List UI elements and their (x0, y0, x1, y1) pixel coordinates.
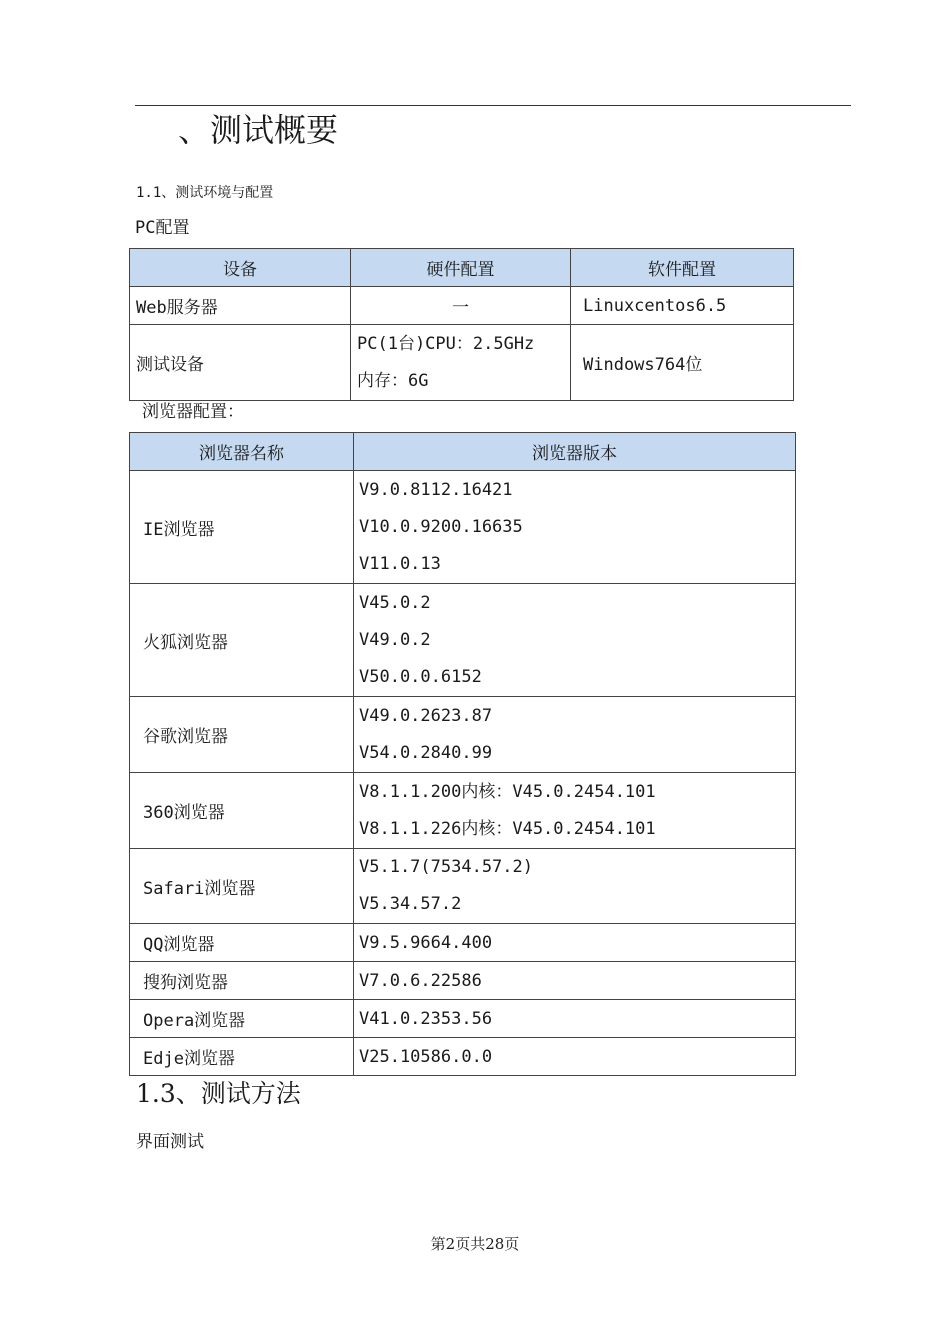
table-row (130, 584, 796, 697)
version-line: V54.0.2840.99 (359, 742, 493, 763)
version-line: V11.0.13 (359, 553, 441, 574)
pc-device-cell: 测试设备 (130, 325, 351, 401)
browser-table-header-row (130, 433, 796, 471)
pc-config-label: PC配置 (135, 218, 190, 238)
table-row (130, 697, 796, 773)
table-row (130, 1038, 796, 1076)
version-line: V5.1.7(7534.57.2) (359, 857, 533, 877)
browser-version-cell (354, 584, 796, 697)
pc-header-hardware: 硬件配置 (351, 249, 571, 287)
pc-table-header-row (130, 249, 794, 287)
browser-name-cell: 360浏览器 (130, 773, 354, 849)
browser-version-cell: V9.5.9664.400 (354, 924, 796, 962)
browser-version-cell (354, 849, 796, 924)
table-row (130, 471, 796, 584)
version-line: V8.1.1.226内核：V45.0.2454.101 (359, 818, 656, 839)
browser-version-cell (354, 471, 796, 584)
version-line: V9.0.8112.16421 (359, 479, 513, 500)
table-row (130, 287, 794, 325)
pc-header-software: 软件配置 (571, 249, 794, 287)
pc-header-device: 设备 (130, 249, 351, 287)
section-1-3-title: 1.3、测试方法 (136, 1079, 301, 1108)
table-row (130, 1000, 796, 1038)
pc-software-cell: Windows764位 (571, 325, 794, 401)
browser-name-cell: QQ浏览器 (130, 924, 354, 962)
hardware-line: PC(1台)CPU：2.5GHz (357, 333, 535, 354)
browser-header-version: 浏览器版本 (354, 433, 796, 471)
pc-device-cell: Web服务器 (130, 287, 351, 325)
browser-version-cell: V25.10586.0.0 (354, 1038, 796, 1076)
table-row (130, 924, 796, 962)
section-1-1-title: 1.1、测试环境与配置 (136, 185, 274, 201)
browser-version-cell (354, 773, 796, 849)
browser-name-cell: 火狐浏览器 (130, 584, 354, 697)
version-line: V5.34.57.2 (359, 894, 462, 914)
table-row (130, 849, 796, 924)
browser-name-cell: IE浏览器 (130, 471, 354, 584)
version-line: V49.0.2623.87 (359, 705, 493, 726)
browser-version-cell: V41.0.2353.56 (354, 1000, 796, 1038)
chapter-heading: 、测试概要 (178, 111, 339, 149)
method-text: 界面测试 (136, 1132, 204, 1152)
pc-hardware-cell: 一 (351, 287, 571, 325)
browser-name-cell: 谷歌浏览器 (130, 697, 354, 773)
table-row (130, 962, 796, 1000)
table-row (130, 773, 796, 849)
browser-name-cell: Opera浏览器 (130, 1000, 354, 1038)
version-line: V50.0.0.6152 (359, 666, 482, 687)
pc-config-table (129, 248, 794, 401)
browser-version-cell (354, 697, 796, 773)
pc-hardware-cell (351, 325, 571, 401)
header-rule (135, 105, 851, 106)
pc-software-cell: Linuxcentos6.5 (571, 287, 794, 325)
version-line: V10.0.9200.16635 (359, 516, 523, 537)
browser-config-label: 浏览器配置： (142, 402, 244, 422)
browser-name-cell: 搜狗浏览器 (130, 962, 354, 1000)
version-line: V8.1.1.200内核：V45.0.2454.101 (359, 781, 656, 802)
browser-header-name: 浏览器名称 (130, 433, 354, 471)
version-line: V45.0.2 (359, 592, 431, 613)
browser-name-cell: Safari浏览器 (130, 849, 354, 924)
page-footer: 第2页共28页 (430, 1235, 520, 1253)
browser-version-cell: V7.0.6.22586 (354, 962, 796, 1000)
table-row (130, 325, 794, 401)
hardware-line: 内存：6G (357, 370, 429, 391)
version-line: V49.0.2 (359, 629, 431, 650)
browser-name-cell: Edje浏览器 (130, 1038, 354, 1076)
browser-config-table (129, 432, 796, 1076)
